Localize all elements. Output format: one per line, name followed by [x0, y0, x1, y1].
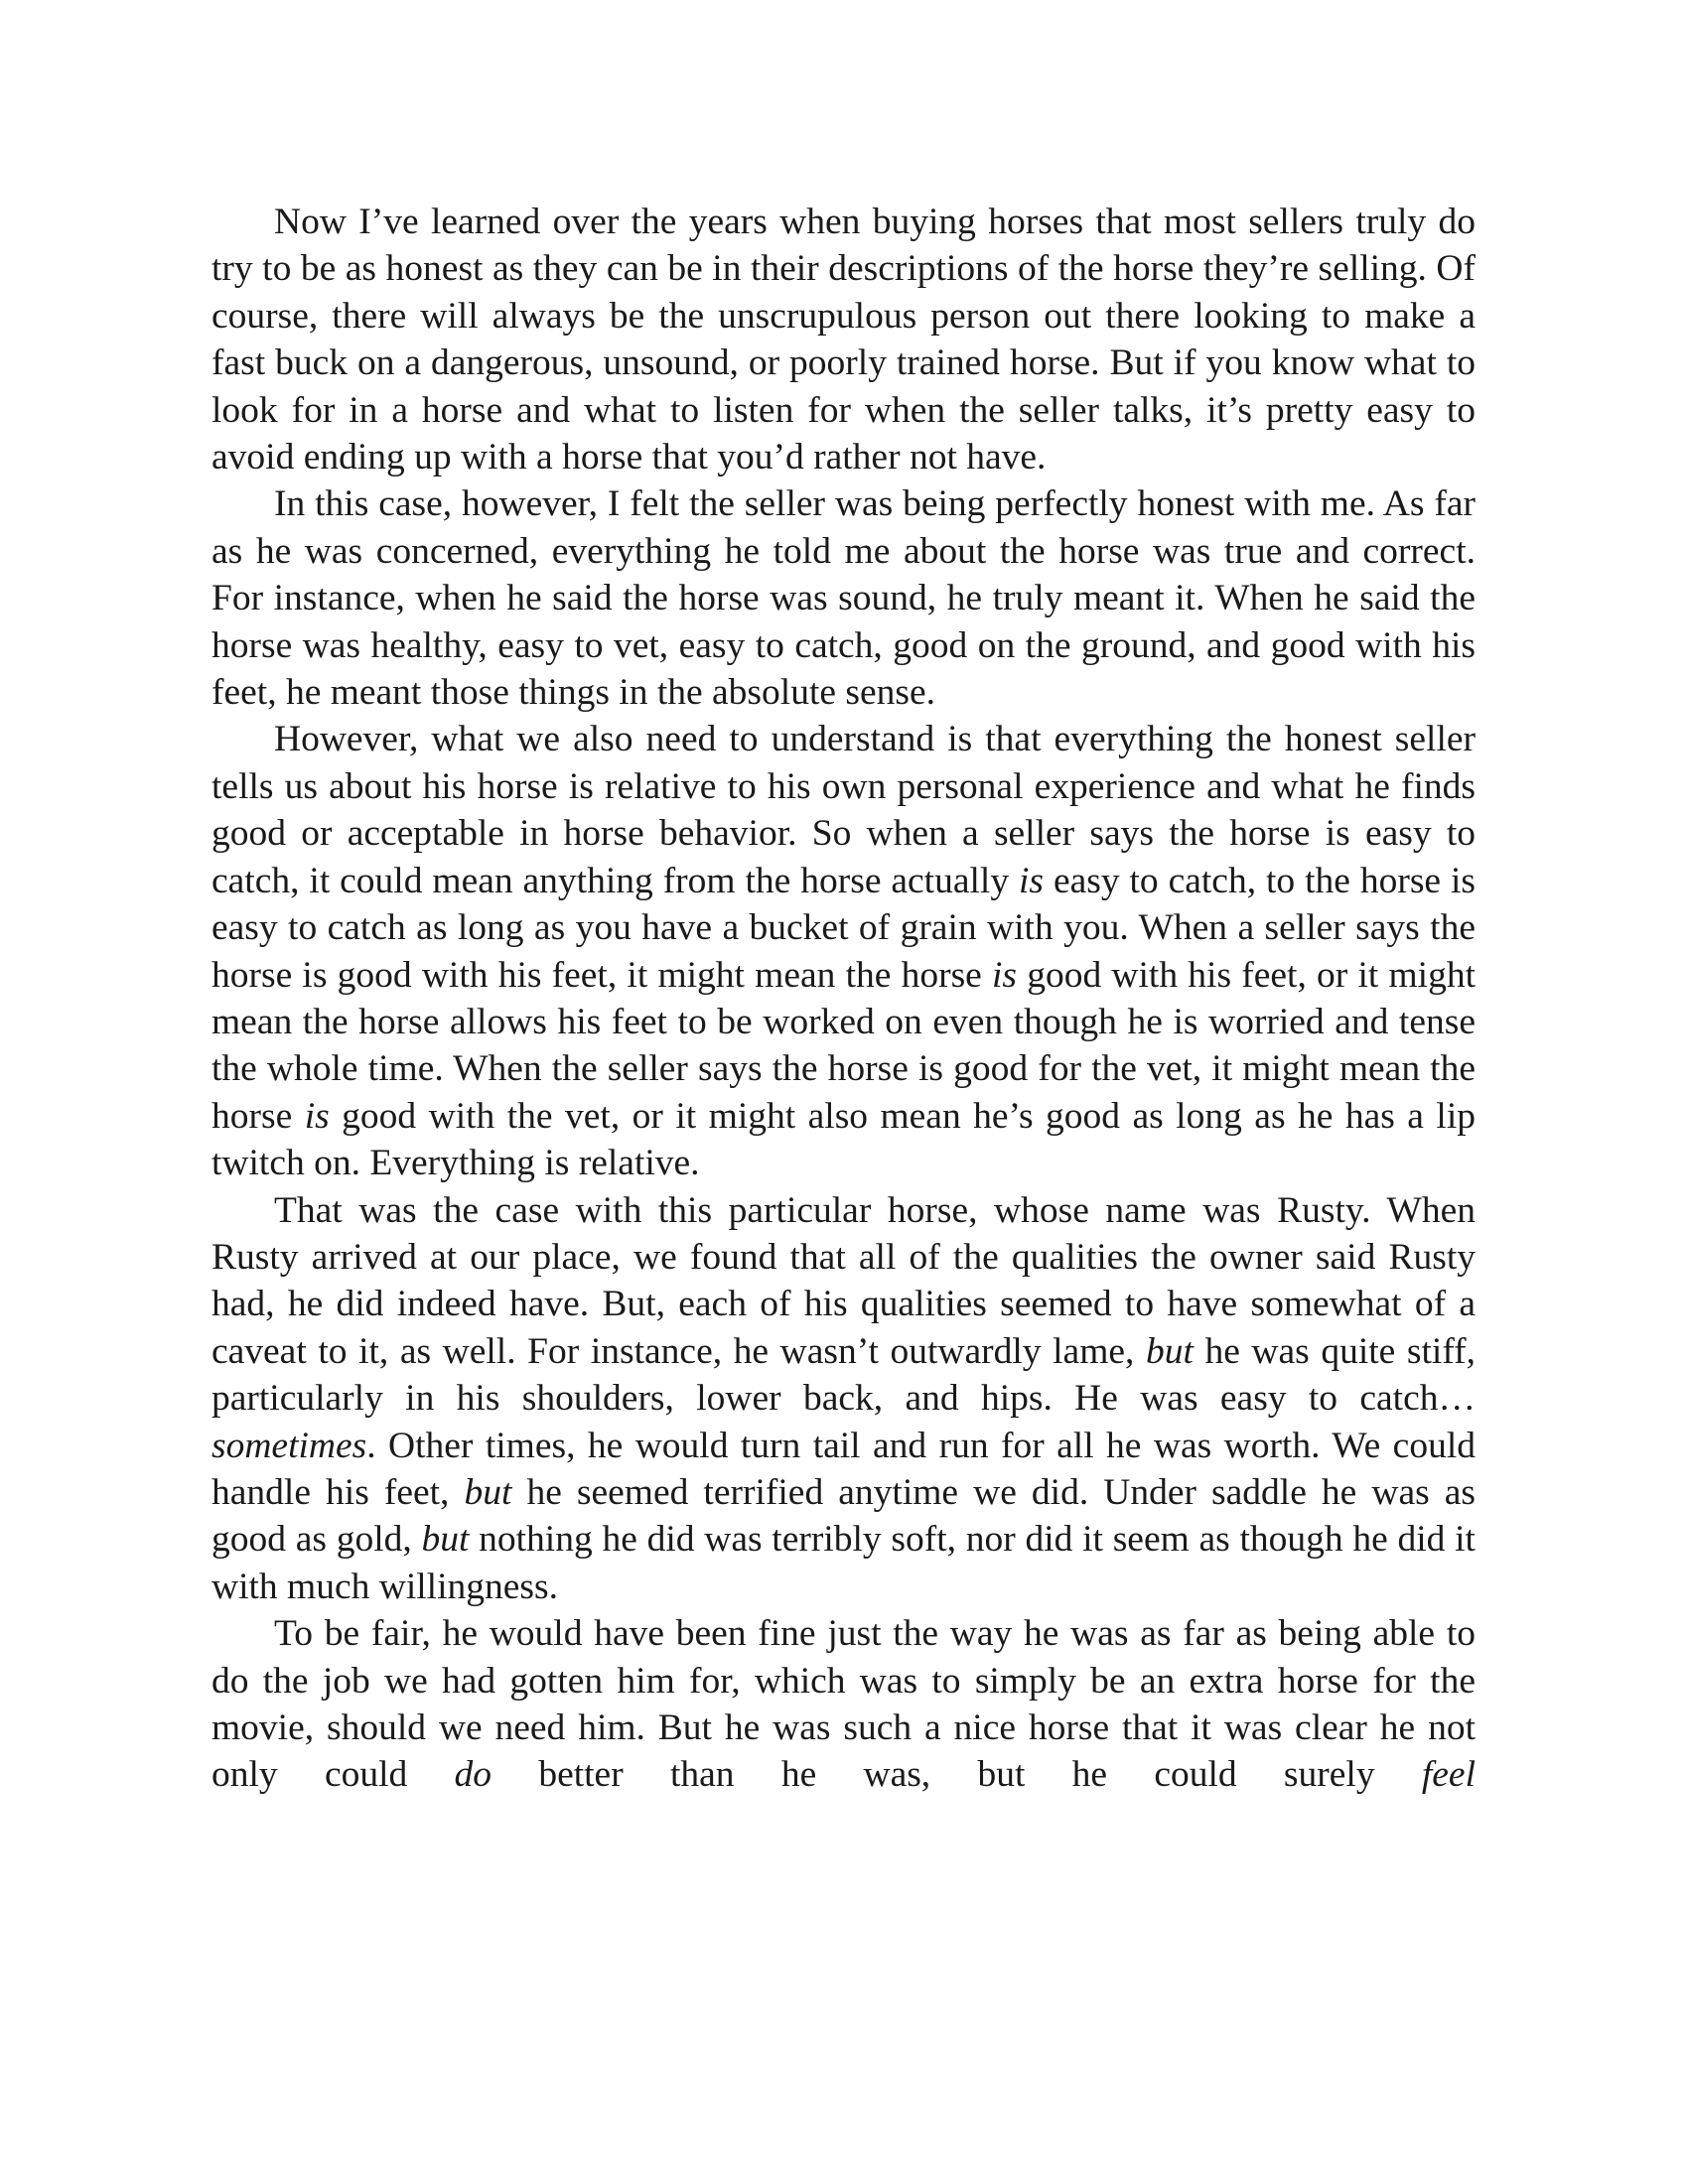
text-run: he seemed terrified anytime we did. Under saddle he was as good as gold,	[211, 1471, 1476, 1561]
text-run: he was quite stiff, particularly in his shoulders, lower back, and hips. He was easy to catch…	[211, 1330, 1476, 1420]
italic-text: is	[992, 954, 1018, 996]
text-run: . Other times, he would turn tail and run for all he was worth. We could handle his feet,	[211, 1425, 1476, 1513]
italic-text: do	[454, 1754, 492, 1796]
paragraph	[211, 716, 1476, 1186]
text-run: easy to catch, to the horse is easy to catch as long as you have a bucket of grain with you. When a seller says the horse is good with his feet, it might mean the horse	[211, 860, 1476, 996]
italic-text: but	[464, 1471, 512, 1513]
text-run: Now I’ve learned over the years when buying horses that most sellers truly do try to be as honest as they can be in their descriptions of the horse they’re selling. Of course, there will always be the unscrupulous person out there looking to make a fast buck on a dangerous, unsound, or poorly trained horse. But if you know what to look for in a horse and what to listen for when the seller talks, it’s pretty easy to avoid ending up with a horse that you’d rather not have.	[211, 202, 1476, 478]
paragraph	[211, 1610, 1476, 1799]
paragraph	[211, 480, 1476, 716]
text-run: good with the vet, or it might also mean he’s good as long as he has a lip twitch on. Everything is relative.	[211, 1095, 1476, 1184]
body-text	[211, 199, 1476, 1799]
text-run: better than he was, but he could surely	[492, 1754, 1422, 1796]
paragraph	[211, 199, 1476, 480]
italic-text: is	[304, 1095, 330, 1137]
paragraph	[211, 1187, 1476, 1611]
italic-text: is	[1019, 860, 1045, 901]
text-run: However, what we also need to understand is that everything the honest seller tells us about his horse is relative to his own personal experience and what he finds good or acceptable in horse behavior. So when a seller says the horse is easy to catch, it could mean anything from the horse actually	[211, 719, 1476, 901]
text-run: good with his feet, or it might mean the horse allows his feet to be worked on even though he is worried and tense the whole time. When the seller says the horse is good for the vet, it might mean the horse	[211, 954, 1476, 1137]
text-run: That was the case with this particular horse, whose name was Rusty. When Rusty arrived at our place, we found that all of the qualities the owner said Rusty had, he did indeed have. But, each of his qualities seemed to have somewhat of a caveat to it, as well. For instance, he wasn’t outwardly lame,	[211, 1189, 1476, 1372]
text-run: In this case, however, I felt the seller was being perfectly honest with me. As far as he was concerned, everything he told me about the horse was true and correct. For instance, when he said the horse was sound, he truly meant it. When he said the horse was healthy, easy to vet, easy to catch, good on the ground, and good with his feet, he meant those things in the absolute sense.	[211, 483, 1476, 714]
text-run: To be fair, he would have been fine just the way he was as far as being able to do the job we had gotten him for, which was to simply be an extra horse for the movie, should we need him. But he was such a nice horse that it was clear he not only could	[211, 1613, 1476, 1796]
italic-text: sometimes	[211, 1425, 367, 1466]
italic-text: but	[421, 1519, 470, 1561]
italic-text: but	[1145, 1330, 1194, 1372]
italic-text: feel	[1421, 1754, 1476, 1796]
text-run: nothing he did was terribly soft, nor did it seem as though he did it with much willingness.	[211, 1519, 1476, 1607]
